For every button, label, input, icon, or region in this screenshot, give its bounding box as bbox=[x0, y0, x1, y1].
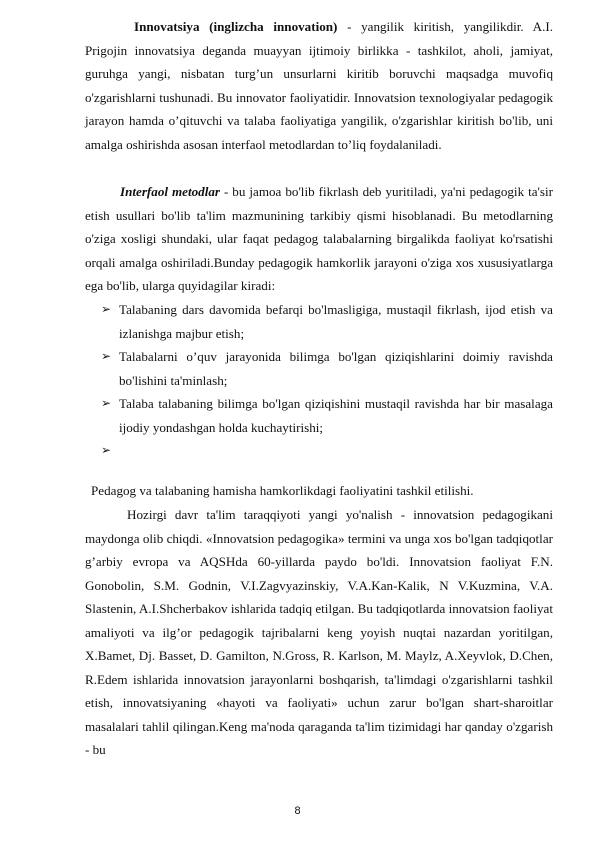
bullet-text: Talabalarni o’quv jarayonida bilimga bo'lgan qiziqishlarini doimiy ravishda bo'lishini ta'minlash; bbox=[119, 349, 553, 388]
pedagog-line: Pedagog va talabaning hamisha hamkorlikdagi faoliyatini tashkil etilishi. bbox=[91, 483, 474, 498]
arrow-bullet-icon: ➢ bbox=[101, 302, 112, 316]
list-item bbox=[101, 439, 553, 463]
bullet-list bbox=[101, 298, 553, 463]
list-item bbox=[101, 345, 553, 392]
arrow-bullet-icon: ➢ bbox=[101, 443, 112, 458]
interfaol-paragraph bbox=[85, 180, 553, 298]
list-item bbox=[101, 392, 553, 439]
arrow-bullet-icon: ➢ bbox=[101, 396, 112, 411]
intro-paragraph bbox=[85, 15, 553, 156]
page-number: 8 bbox=[294, 805, 301, 817]
bullet-text: Talabaning dars davomida befarqi bo'lmasligiga, mustaqil fikrlash, ijod etish va izlanishga majbur etish; bbox=[119, 302, 553, 341]
intro-term: Innovatsiya (inglizcha innovation) bbox=[134, 19, 338, 34]
arrow-bullet-icon: ➢ bbox=[101, 349, 112, 364]
bullet-text: Talaba talabaning bilimga bo'lgan qiziqishini mustaqil ravishda har bir masalaga ijodiy yondashgan holda kuchaytirishi; bbox=[119, 396, 553, 435]
intro-text: - yangilik kiritish, yangilikdir. A.I. Prigojin innovatsiya deganda muayyan ijtimoiy birlikka - tashkilot, aholi, jamiyat, guruhga yangi, nisbatan turg’un unsurlarni kiritib boruvchi maqsadga muvofiq o'zgarishlarni tushunadi. Bu innovator faoliyatidir. Innovatsion texnologiyalar pedagogik jarayon hamda o’qituvchi va talaba faoliyatiga yangilik, o'zgarishlar kiritish bo'lib, uni amalga oshirishda asosan interfaol metodlardan to’liq foydalaniladi. bbox=[85, 19, 554, 152]
interfaol-text: - bu jamoa bo'lib fikrlash deb yuritiladi, ya'ni pedagogik ta'sir etish usullari bo'lib ta'lim mazmunining tarkibiy qismi hisoblanadi. Bu metodlarning o'ziga xosligi shundaki, ular faqat pedagog talabalarning birgalikda faoliyat ko'rsatishi orqali amalga oshiriladi.Bunday pedagogik hamkorlik jarayoni o'ziga xos xususiyatlarga ega bo'lib, ularga quyidagilar kiradi: bbox=[85, 184, 553, 294]
final-paragraph: Hozirgi davr ta'lim taraqqiyoti yangi yo'nalish - innovatsion pedagogikani maydonga olib chiqdi. «Innovatsion pedagogika» termini va unga xos bo'lgan tadqiqotlar g’arbiy evropa va AQSHda 60-yillarda paydo bo'ldi. Innovatsion faoliyat F.N. Gonobolin, S.M. Godnin, V.I.Zagvyazinskiy, V.A.Kan-Kalik, N V.Kuzmina, V.A. Slastenin, A.I.Shcherbakov ishlarida tadqiq etilgan. Bu tadqiqotlarda innovatsion faoliyat amaliyoti va ilg’or pedagogik tajribalarni keng yoyish nuqtai nazardan yoritilgan, X.Bamet, Dj. Basset, D. Gamilton, N.Gross, R. Karlson, M. Maylz, A.Xeyvlok, D.Chen, R.Edem ishlarida innovatsion jarayonlarni boshqarish, ta'limdagi o'zgarishlarni tashkil etish, innovatsiyaning «hayoti va faoliyati» uchun zarur bo'lgan shart-sharoitlar masalalari tahlil qilingan.Keng ma'noda qaraganda ta'lim tizimidagi har qanday o'zgarish - bu bbox=[85, 507, 553, 758]
list-item bbox=[101, 298, 553, 345]
interfaol-term: Interfaol metodlar bbox=[120, 184, 220, 199]
